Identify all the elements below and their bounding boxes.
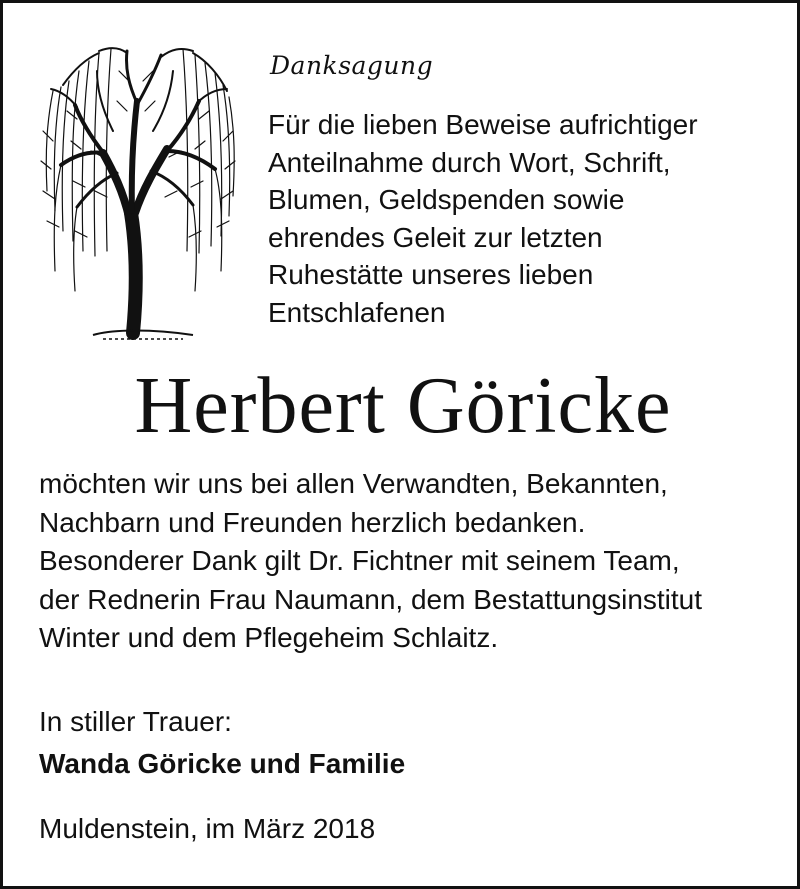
- intro-line: Ruhestätte unseres lieben: [268, 259, 594, 290]
- place-date: Muldenstein, im März 2018: [39, 813, 376, 844]
- thanks-body: [39, 465, 779, 658]
- body-line: der Rednerin Frau Naumann, dem Bestattungsinstitut: [39, 583, 703, 615]
- body-line: Nachbarn und Freunden herzlich bedanken.: [39, 506, 586, 538]
- body-line: möchten wir uns bei allen Verwandten, Bekannten,: [39, 468, 668, 499]
- intro-block: [268, 51, 788, 331]
- tree-icon: [33, 41, 243, 341]
- intro-line: Für die lieben Beweise aufrichtiger: [268, 109, 698, 140]
- intro-line: ehrendes Geleit zur letzten: [268, 221, 603, 253]
- family-signature: Wanda Göricke und Familie: [39, 748, 406, 779]
- body-line: Winter und dem Pflegeheim Schlaitz.: [39, 622, 499, 653]
- deceased-name: Herbert Göricke: [134, 362, 672, 450]
- intro-text: [268, 106, 788, 331]
- mourning-line: In stiller Trauer:: [39, 706, 232, 737]
- notice-heading: Danksagung: [270, 51, 434, 80]
- body-line: Besonderer Dank gilt Dr. Fichtner mit seinem Team,: [39, 545, 680, 576]
- intro-line: Anteilnahme durch Wort, Schrift,: [268, 146, 671, 178]
- intro-line: Blumen, Geldspenden sowie: [268, 184, 625, 215]
- intro-line: Entschlafenen: [268, 296, 446, 328]
